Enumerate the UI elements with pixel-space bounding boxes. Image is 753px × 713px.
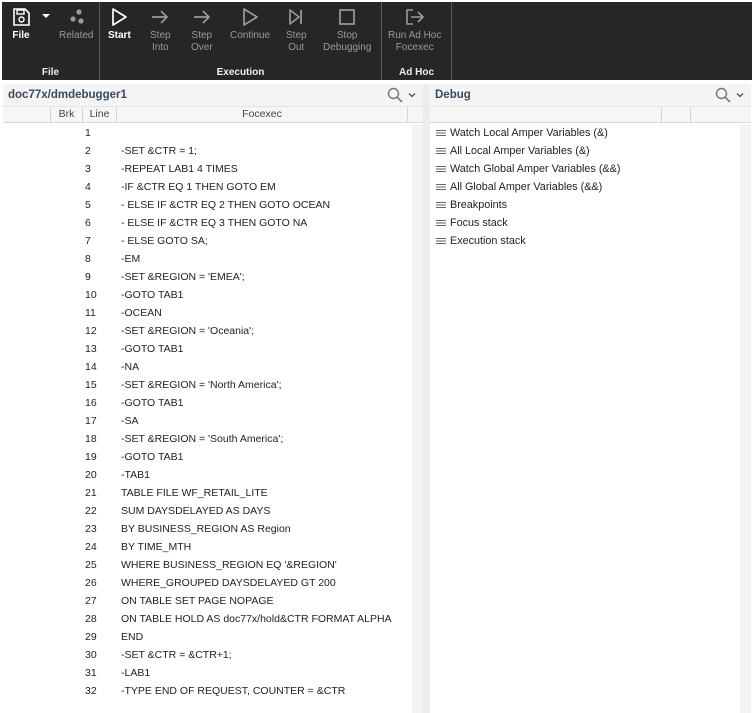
code-text: -GOTO TAB1 (121, 289, 184, 301)
code-line-row[interactable] (3, 178, 423, 196)
code-line-row[interactable] (3, 232, 423, 250)
code-text: -SET &REGION = 'Oceania'; (121, 325, 255, 337)
line-number: 28 (85, 613, 97, 625)
chevron-down-icon[interactable] (407, 90, 417, 100)
debug-tree (430, 124, 740, 250)
line-number: 13 (85, 343, 97, 355)
related-icon (66, 7, 86, 27)
debug-item-label: Focus stack (450, 217, 508, 229)
code-text: -SET &REGION = 'EMEA'; (121, 271, 245, 283)
code-text: -GOTO TAB1 (121, 451, 184, 463)
code-text: -IF &CTR EQ 1 THEN GOTO EM (121, 181, 276, 193)
line-number: 26 (85, 577, 97, 589)
code-line-row[interactable] (3, 484, 423, 502)
code-line-row[interactable] (3, 556, 423, 574)
line-number: 27 (85, 595, 97, 607)
code-line-row[interactable] (3, 664, 423, 682)
code-line-row[interactable] (3, 682, 423, 700)
line-number: 21 (85, 487, 97, 499)
column-extra (691, 107, 740, 122)
debug-item-label: Watch Global Amper Variables (&&) (450, 163, 621, 175)
code-text: -SET &REGION = 'South America'; (121, 433, 284, 445)
line-number: 11 (85, 307, 96, 319)
line-number: 31 (85, 667, 97, 679)
code-line-row[interactable] (3, 376, 423, 394)
focexec-column-header (3, 106, 423, 123)
code-text: -SET &REGION = 'North America'; (121, 379, 282, 391)
code-text: ON TABLE HOLD AS doc77x/hold&CTR FORMAT ALPHA (121, 613, 392, 625)
line-number: 17 (85, 415, 97, 427)
code-line-row[interactable] (3, 592, 423, 610)
line-number: 19 (85, 451, 97, 463)
line-number: 18 (85, 433, 97, 445)
run-adhoc-icon (404, 7, 426, 27)
line-number: 2 (85, 145, 91, 157)
line-number: 29 (85, 631, 97, 643)
arrow-right-icon (150, 7, 170, 27)
code-text: -REPEAT LAB1 4 TIMES (121, 163, 238, 175)
code-text: - ELSE GOTO SA; (121, 235, 208, 247)
line-number: 30 (85, 649, 97, 661)
run-adhoc-focexec-button[interactable]: Run Ad Hoc Focexec (388, 7, 441, 54)
code-line-row[interactable] (3, 124, 423, 142)
code-text: ON TABLE SET PAGE NOPAGE (121, 595, 274, 607)
related-button[interactable]: Related (59, 7, 93, 42)
column-spacer (408, 107, 423, 122)
step-over-button[interactable]: Step Over (191, 7, 213, 54)
stop-debugging-button[interactable]: Stop Debugging (323, 7, 371, 54)
code-line-row[interactable] (3, 466, 423, 484)
step-into-button[interactable]: Step Into (150, 7, 171, 54)
code-text: -SA (121, 415, 139, 427)
code-text: -EM (121, 253, 141, 265)
line-number: 6 (85, 217, 91, 229)
debug-panel (430, 84, 751, 713)
list-icon (436, 237, 446, 245)
line-number: 7 (85, 235, 91, 247)
line-number: 4 (85, 181, 91, 193)
code-text: -LAB1 (121, 667, 151, 679)
list-icon (436, 219, 446, 227)
file-button[interactable]: File (11, 7, 31, 42)
debug-tree-item[interactable] (430, 124, 740, 142)
column-blank (3, 107, 51, 122)
line-number: 32 (85, 685, 97, 697)
line-number: 16 (85, 397, 97, 409)
execution-group-label: Execution (216, 67, 265, 78)
file-group-label: File (41, 67, 60, 78)
list-icon (436, 129, 446, 137)
code-text: -TYPE END OF REQUEST, COUNTER = &CTR (121, 685, 346, 697)
code-line-row[interactable] (3, 538, 423, 556)
code-text: -TAB1 (121, 469, 150, 481)
code-text: - ELSE IF &CTR EQ 3 THEN GOTO NA (121, 217, 308, 229)
debug-item-label: Watch Local Amper Variables (&) (450, 127, 608, 139)
line-number: 9 (85, 271, 91, 283)
code-line-row[interactable] (3, 196, 423, 214)
debug-column-header (430, 106, 751, 123)
debug-tree-item[interactable] (430, 178, 740, 196)
code-line-row[interactable] (3, 628, 423, 646)
code-line-row[interactable] (3, 646, 423, 664)
column-line[interactable]: Line (83, 107, 117, 122)
code-text: -SET &CTR = &CTR+1; (121, 649, 232, 661)
file-menu-dropdown[interactable] (41, 12, 51, 23)
focexec-panel-header (3, 84, 423, 106)
debug-tree-item[interactable] (430, 196, 740, 214)
line-number: 23 (85, 523, 97, 535)
line-number: 5 (85, 199, 91, 211)
debug-tree-item[interactable] (430, 214, 740, 232)
code-text: BY TIME_MTH (121, 541, 192, 553)
ribbon-toolbar (2, 2, 752, 80)
column-name (430, 107, 662, 122)
panel-title: Debug (435, 89, 471, 101)
debug-tree-item[interactable] (430, 142, 740, 160)
play-icon (109, 7, 129, 27)
line-number: 20 (85, 469, 97, 481)
column-brk[interactable]: Brk (51, 107, 83, 122)
code-text: WHERE_GROUPED DAYSDELAYED GT 200 (121, 577, 336, 589)
code-line-row[interactable] (3, 610, 423, 628)
debug-item-label: All Local Amper Variables (&) (450, 145, 590, 157)
debug-item-label: Breakpoints (450, 199, 508, 211)
code-listing (3, 124, 423, 713)
code-line-row[interactable] (3, 142, 423, 160)
file-group (2, 2, 100, 80)
step-out-icon (286, 7, 306, 27)
adhoc-group-label: Ad Hoc (399, 67, 434, 78)
vertical-scrollbar[interactable] (740, 124, 751, 713)
column-value (662, 107, 691, 122)
line-number: 22 (85, 505, 97, 517)
line-number: 24 (85, 541, 97, 553)
debug-panel-header (430, 84, 751, 106)
code-text: - ELSE IF &CTR EQ 2 THEN GOTO OCEAN (121, 199, 331, 211)
code-line-row[interactable] (3, 160, 423, 178)
code-text: -GOTO TAB1 (121, 397, 184, 409)
code-line-row[interactable] (3, 358, 423, 376)
code-line-row[interactable] (3, 412, 423, 430)
vertical-scrollbar[interactable] (412, 124, 423, 713)
code-text: END (121, 631, 144, 643)
save-icon (11, 7, 31, 27)
play-outline-icon (240, 7, 260, 27)
column-focexec[interactable]: Focexec (117, 107, 408, 122)
code-line-row[interactable] (3, 340, 423, 358)
adhoc-group (382, 2, 452, 80)
code-text: -GOTO TAB1 (121, 343, 184, 355)
code-text: -NA (121, 361, 140, 373)
line-number: 10 (85, 289, 97, 301)
stop-icon (337, 7, 357, 27)
line-number: 3 (85, 163, 91, 175)
code-line-row[interactable] (3, 394, 423, 412)
arrow-right-icon (192, 7, 212, 27)
start-button[interactable]: Start (108, 7, 131, 42)
focexec-panel (3, 84, 423, 713)
debug-tree-item[interactable] (430, 160, 740, 178)
line-number: 12 (85, 325, 97, 337)
code-text: SUM DAYSDELAYED AS DAYS (121, 505, 271, 517)
list-icon (436, 201, 446, 209)
code-line-row[interactable] (3, 502, 423, 520)
panel-title: doc77x/dmdebugger1 (8, 89, 127, 101)
list-icon (436, 183, 446, 191)
code-text: TABLE FILE WF_RETAIL_LITE (121, 487, 268, 499)
list-icon (436, 165, 446, 173)
code-text: -OCEAN (121, 307, 162, 319)
code-text: -SET &CTR = 1; (121, 145, 197, 157)
code-line-row[interactable] (3, 430, 423, 448)
continue-button[interactable]: Continue (230, 7, 270, 42)
chevron-down-icon[interactable] (735, 90, 745, 100)
code-text: WHERE BUSINESS_REGION EQ '&REGION' (121, 559, 337, 571)
execution-group (100, 2, 382, 80)
code-line-row[interactable] (3, 304, 423, 322)
code-line-row[interactable] (3, 250, 423, 268)
line-number: 8 (85, 253, 91, 265)
code-line-row[interactable] (3, 448, 423, 466)
line-number: 25 (85, 559, 97, 571)
search-icon[interactable] (386, 86, 404, 104)
code-line-row[interactable] (3, 286, 423, 304)
code-text: BY BUSINESS_REGION AS Region (121, 523, 291, 535)
list-icon (436, 147, 446, 155)
debug-item-label: All Global Amper Variables (&&) (450, 181, 603, 193)
caret-down-icon (41, 12, 51, 20)
debug-tree-item[interactable] (430, 232, 740, 250)
code-line-row[interactable] (3, 520, 423, 538)
code-line-row[interactable] (3, 322, 423, 340)
code-line-row[interactable] (3, 268, 423, 286)
line-number: 15 (85, 379, 97, 391)
debug-item-label: Execution stack (450, 235, 526, 247)
code-line-row[interactable] (3, 574, 423, 592)
line-number: 14 (85, 361, 97, 373)
search-icon[interactable] (714, 86, 732, 104)
code-line-row[interactable] (3, 214, 423, 232)
line-number: 1 (85, 127, 91, 139)
step-out-button[interactable]: Step Out (286, 7, 307, 54)
panel-splitter[interactable] (423, 84, 430, 713)
